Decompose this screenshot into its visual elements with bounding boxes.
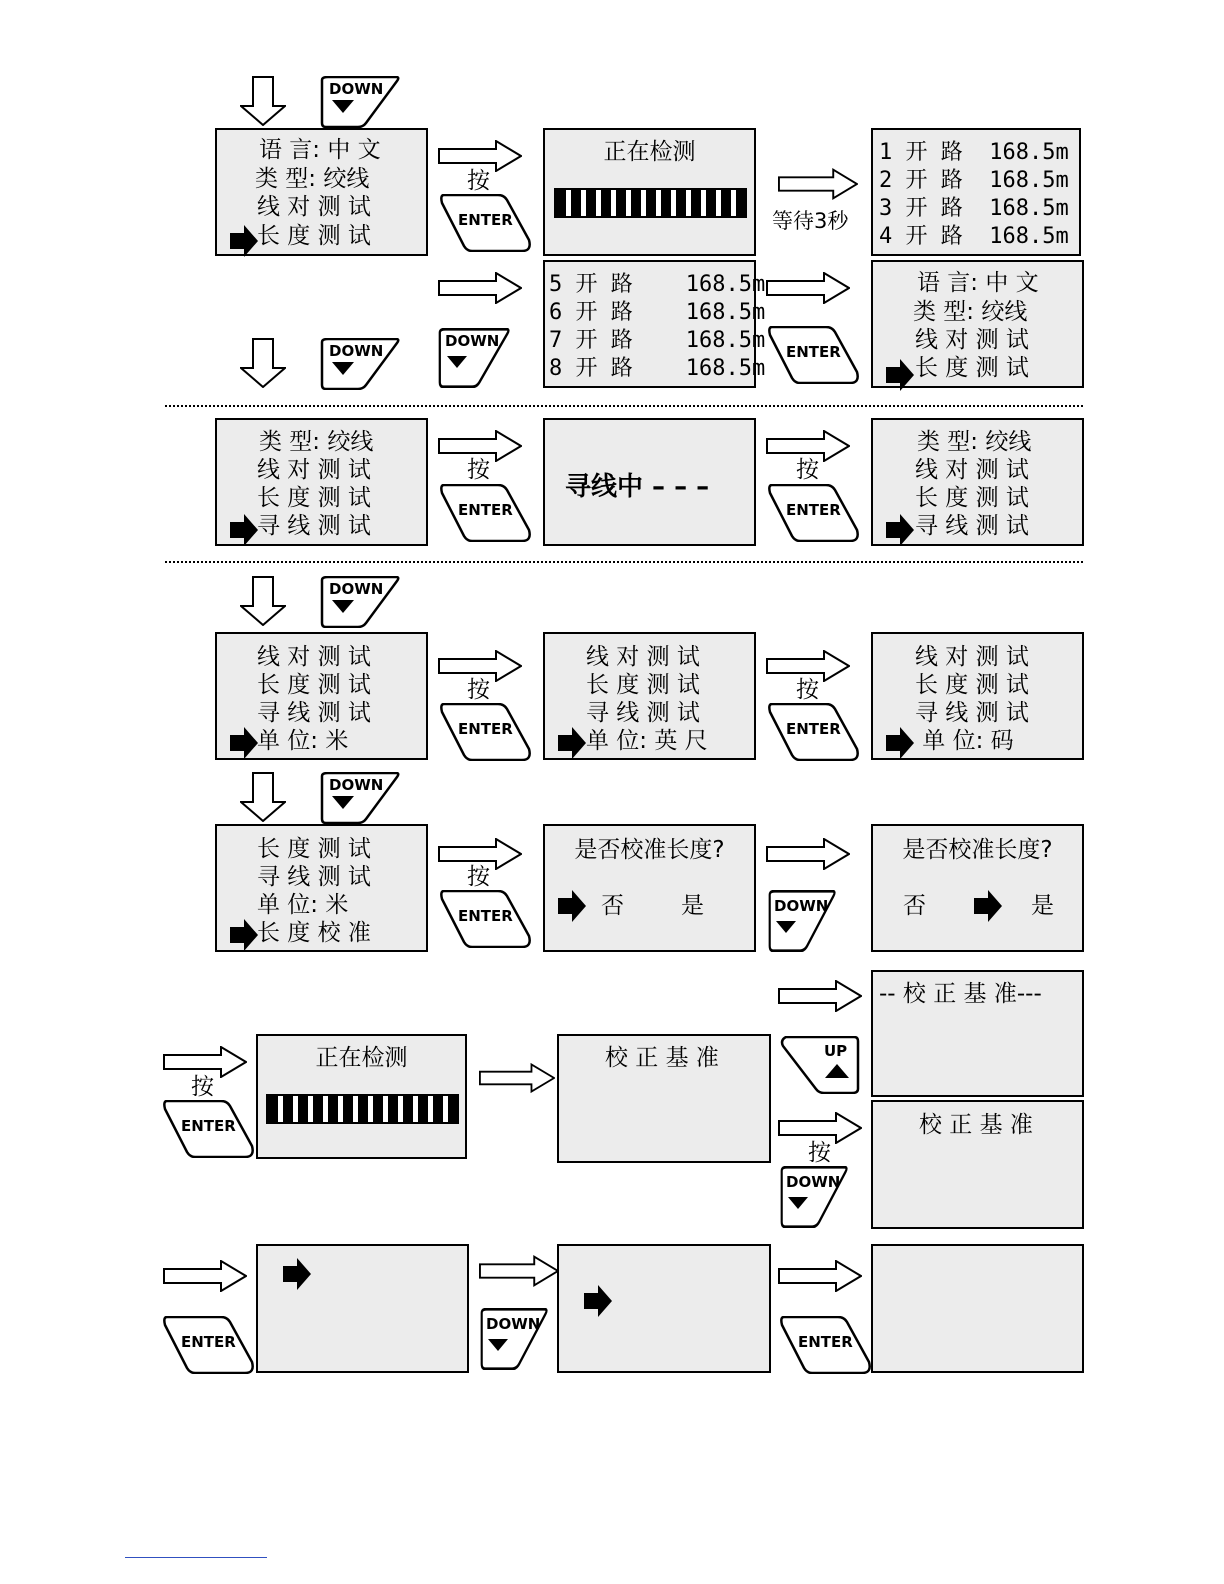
pointer-arrow-icon (282, 1257, 312, 1291)
triangle-down-icon (788, 1197, 808, 1210)
arrow-down-icon (240, 576, 286, 626)
menu-line: 长 度 测 试 (257, 836, 371, 862)
option-no: 否 (601, 893, 624, 919)
press-label: 按 (808, 1140, 831, 1166)
screen-pointer-middle (557, 1244, 771, 1373)
enter-key[interactable] (780, 1316, 872, 1374)
calib-question: 是否校准长度? (902, 837, 1053, 863)
menu-line: 单 位: 米 (257, 892, 349, 918)
triangle-down-icon (332, 362, 354, 376)
calib-ref-title: 校 正 基 准 (605, 1045, 719, 1071)
enter-key[interactable] (768, 703, 860, 761)
footnote-rule (125, 1557, 267, 1558)
screen-main-menu (871, 260, 1084, 388)
arrow-down-icon (240, 76, 286, 126)
triangle-down-icon (332, 796, 354, 810)
result-line: 5 开 路 168.5m (549, 272, 766, 297)
press-label: 按 (796, 457, 819, 483)
menu-line: 类 型: 绞线 (913, 299, 1028, 325)
screen-unit-meter (215, 632, 428, 760)
result-line: 3 开 路 168.5m (879, 196, 1069, 221)
enter-key[interactable] (440, 890, 532, 948)
enter-key-label: ENTER (786, 501, 841, 519)
enter-key[interactable] (768, 326, 860, 384)
option-yes: 是 (681, 893, 704, 919)
down-key-label: DOWN (329, 580, 384, 598)
pointer-arrow-icon (973, 889, 1003, 923)
screen-calib-question-yes (871, 824, 1084, 952)
divider (165, 405, 1083, 407)
triangle-down-icon (488, 1339, 508, 1352)
screen-checking (543, 128, 756, 256)
menu-line: 长 度 测 试 (915, 672, 1029, 698)
pointer-arrow-icon (583, 1284, 613, 1318)
menu-line: 寻 线 测 试 (915, 700, 1029, 726)
menu-line: 线 对 测 试 (257, 644, 371, 670)
screen-trace-menu (215, 418, 428, 546)
menu-line: 线 对 测 试 (915, 457, 1029, 483)
down-key[interactable] (320, 338, 400, 390)
result-line: 6 开 路 168.5m (549, 300, 766, 325)
menu-line: 线 对 测 试 (586, 644, 700, 670)
arrow-right-icon (479, 1062, 555, 1094)
screen-main-menu (215, 128, 428, 256)
arrow-right-icon (778, 980, 862, 1012)
screen-pointer-top (256, 1244, 469, 1373)
press-label: 按 (467, 168, 490, 194)
arrow-right-icon (438, 272, 522, 304)
divider (165, 561, 1083, 563)
enter-key-label: ENTER (181, 1117, 236, 1135)
press-label: 按 (467, 677, 490, 703)
arrow-down-icon (240, 338, 286, 388)
arrow-right-icon (163, 1260, 247, 1292)
triangle-up-icon (825, 1064, 849, 1079)
down-key-label: DOWN (786, 1173, 841, 1191)
menu-line: 线 对 测 试 (257, 457, 371, 483)
menu-line: 寻 线 测 试 (915, 513, 1029, 539)
wait-label: 等待3秒 (772, 209, 849, 233)
pointer-arrow-icon (557, 726, 587, 760)
progress-bar (554, 188, 747, 218)
enter-key-label: ENTER (458, 907, 513, 925)
screen-calib-ref (557, 1034, 771, 1163)
screen-calib-ref-up (871, 970, 1084, 1097)
screen-calib-ref-down (871, 1100, 1084, 1229)
up-key[interactable] (780, 1036, 860, 1094)
down-key[interactable] (780, 1166, 848, 1228)
calib-ref-title: 校 正 基 准 (919, 1112, 1033, 1138)
menu-line: 寻 线 测 试 (257, 700, 371, 726)
down-key-label: DOWN (774, 897, 829, 915)
screen-blank (871, 1244, 1084, 1373)
checking-title: 正在检测 (603, 139, 696, 165)
press-label: 按 (467, 457, 490, 483)
menu-line: 长 度 测 试 (915, 355, 1029, 381)
menu-line: 类 型: 绞线 (917, 429, 1032, 455)
progress-bar (266, 1094, 459, 1124)
down-key-label: DOWN (329, 80, 384, 98)
calib-ref-title: -- 校 正 基 准--- (879, 981, 1042, 1007)
result-line: 4 开 路 168.5m (879, 224, 1069, 249)
enter-key[interactable] (440, 194, 532, 252)
calib-question: 是否校准长度? (574, 837, 725, 863)
menu-line: 语 言: 中 文 (917, 270, 1039, 296)
screen-trace-menu (871, 418, 1084, 546)
triangle-down-icon (447, 356, 467, 369)
down-key[interactable] (768, 890, 836, 952)
screen-calib-menu (215, 824, 428, 952)
triangle-down-icon (332, 100, 354, 114)
menu-line: 线 对 测 试 (915, 327, 1029, 353)
menu-line: 长 度 测 试 (257, 672, 371, 698)
screen-unit-feet (543, 632, 756, 760)
menu-line: 类 型: 绞线 (259, 429, 374, 455)
down-key[interactable] (320, 76, 400, 128)
menu-line: 长 度 测 试 (586, 672, 700, 698)
result-line: 7 开 路 168.5m (549, 328, 766, 353)
down-key[interactable] (320, 576, 400, 628)
menu-line: 长 度 校 准 (257, 920, 371, 946)
pointer-arrow-icon (885, 358, 915, 392)
triangle-down-icon (776, 921, 796, 934)
menu-line: 寻 线 测 试 (257, 864, 371, 890)
pointer-arrow-icon (229, 726, 259, 760)
press-label: 按 (191, 1074, 214, 1100)
menu-line: 线 对 测 试 (915, 644, 1029, 670)
enter-key[interactable] (440, 484, 532, 542)
screen-results-5-8 (543, 260, 766, 388)
down-key-label: DOWN (329, 776, 384, 794)
screen-calib-question-no (543, 824, 756, 952)
down-key-label: DOWN (329, 342, 384, 360)
enter-key-label: ENTER (181, 1333, 236, 1351)
pointer-arrow-icon (557, 889, 587, 923)
triangle-down-icon (332, 600, 354, 614)
screen-results-1-4 (871, 128, 1081, 256)
press-label: 按 (467, 864, 490, 890)
result-line: 8 开 路 168.5m (549, 356, 766, 381)
down-key[interactable] (320, 772, 400, 824)
arrow-right-icon (778, 1260, 862, 1292)
result-line: 1 开 路 168.5m (879, 140, 1069, 165)
menu-line: 长 度 测 试 (257, 223, 371, 249)
arrow-right-icon (778, 168, 858, 200)
menu-line: 长 度 测 试 (257, 485, 371, 511)
pointer-arrow-icon (229, 224, 259, 258)
enter-key[interactable] (163, 1316, 255, 1374)
menu-line: 单 位: 英 尺 (586, 728, 708, 754)
pointer-arrow-icon (229, 513, 259, 547)
down-key-label: DOWN (445, 332, 500, 350)
enter-key-label: ENTER (786, 343, 841, 361)
tracing-text: 寻线中 – – – (565, 472, 710, 502)
menu-line: 长 度 测 试 (915, 485, 1029, 511)
press-label: 按 (796, 677, 819, 703)
up-key-label: UP (824, 1042, 848, 1060)
screen-unit-yard (871, 632, 1084, 760)
enter-key-label: ENTER (458, 211, 513, 229)
pointer-arrow-icon (229, 918, 259, 952)
menu-line: 单 位: 米 (257, 728, 349, 754)
checking-title: 正在检测 (315, 1045, 408, 1071)
down-key-label: DOWN (486, 1315, 541, 1333)
menu-line: 单 位: 码 (915, 728, 1014, 754)
enter-key-label: ENTER (786, 720, 841, 738)
menu-line: 寻 线 测 试 (257, 513, 371, 539)
menu-line: 线 对 测 试 (257, 194, 371, 220)
arrow-right-icon (479, 1255, 559, 1287)
pointer-arrow-icon (885, 726, 915, 760)
result-line: 2 开 路 168.5m (879, 168, 1069, 193)
arrow-right-icon (766, 838, 850, 870)
arrow-right-icon (766, 272, 850, 304)
pointer-arrow-icon (885, 513, 915, 547)
option-no: 否 (903, 893, 926, 919)
enter-key[interactable] (768, 484, 860, 542)
enter-key[interactable] (163, 1100, 255, 1158)
screen-tracing (543, 418, 756, 546)
menu-line: 寻 线 测 试 (586, 700, 700, 726)
down-key[interactable] (438, 328, 510, 388)
enter-key-label: ENTER (458, 501, 513, 519)
menu-line: 类 型: 绞线 (255, 166, 370, 192)
enter-key-label: ENTER (798, 1333, 853, 1351)
menu-line: 语 言: 中 文 (259, 137, 381, 163)
option-yes: 是 (1031, 893, 1054, 919)
down-key[interactable] (480, 1308, 548, 1370)
arrow-down-icon (240, 772, 286, 822)
screen-checking (256, 1034, 467, 1159)
enter-key[interactable] (440, 703, 532, 761)
enter-key-label: ENTER (458, 720, 513, 738)
